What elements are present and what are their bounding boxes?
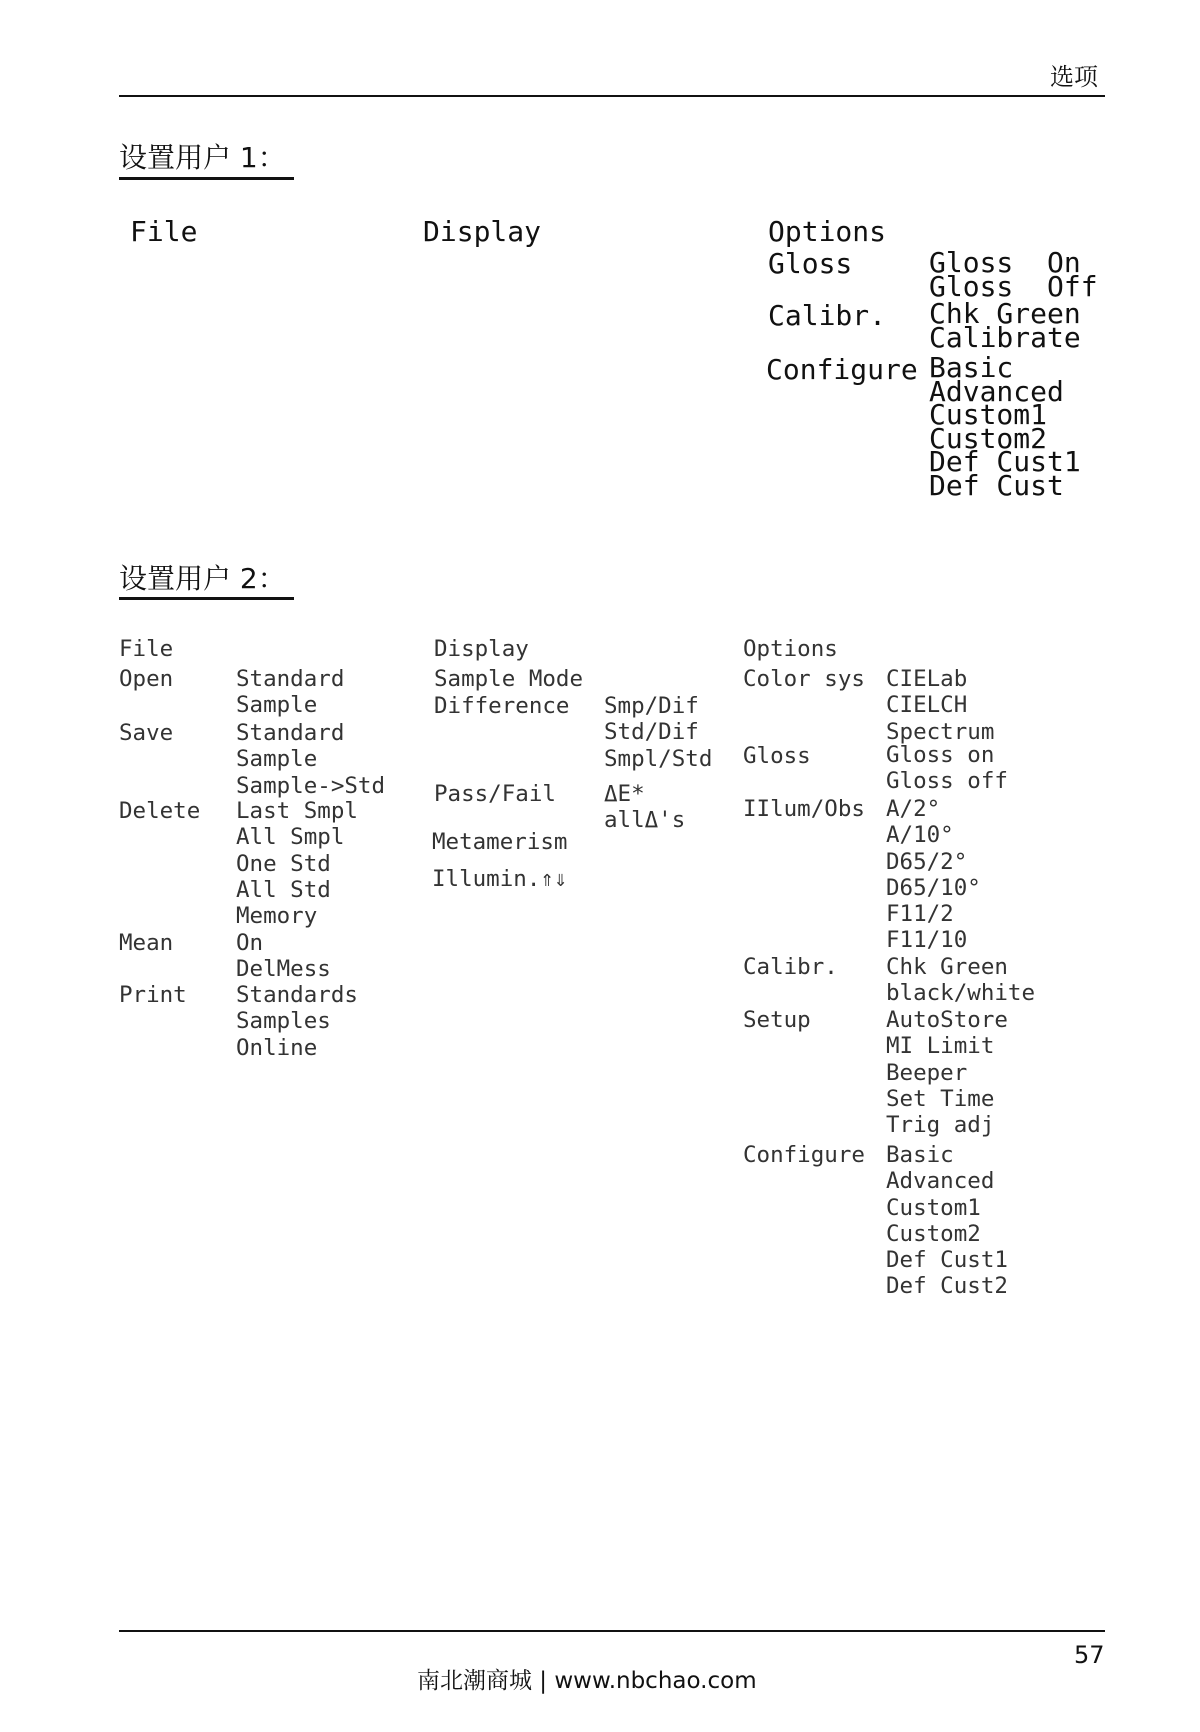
user2-color-sys-cielab: CIELab (886, 666, 968, 692)
user1-heading: 设置用户 1： (119, 141, 286, 174)
user2-delete-all-smpl: All Smpl (236, 824, 345, 851)
user2-delete-label: Delete (119, 798, 201, 824)
user2-illumin: Illumin.⇑⇓ (432, 866, 568, 892)
user2-calibr-chk-green: Chk Green (886, 954, 1008, 980)
user2-configure-custom1: Custom1 (886, 1194, 981, 1221)
user1-display-menu: Display (423, 215, 542, 248)
user2-configure-def-cust1: Def Cust1 (886, 1247, 1008, 1274)
user2-configure-def-cust2: Def Cust2 (886, 1273, 1008, 1300)
user2-heading-underline (119, 597, 294, 600)
user1-configure-def-cust1: Def Cust1 (929, 445, 1081, 478)
user1-gloss-items (929, 246, 1098, 303)
user2-difference-smp-dif: Smp/Dif (604, 693, 699, 719)
user2-configure-items (886, 1142, 1008, 1300)
user2-print-label: Print (119, 982, 187, 1008)
user1-options-menu: Options (768, 215, 887, 248)
header-section-title: 选项 (1050, 63, 1098, 91)
user1-configure-advanced: Advanced (929, 374, 1064, 408)
user2-delete-one-std: One Std (236, 850, 331, 877)
user2-setup-items (886, 1007, 1008, 1138)
user2-setup-set-time: Set Time (886, 1085, 995, 1112)
user1-configure-label: Configure (766, 353, 918, 386)
user2-save-items (236, 720, 385, 799)
page-number: 57 (1074, 1641, 1105, 1669)
user2-print-samples: Samples (236, 1008, 331, 1035)
user2-setup-autostore: AutoStore (886, 1007, 1008, 1033)
user2-calibr-label: Calibr. (743, 954, 838, 980)
user2-color-sys-spectrum: Spectrum (886, 718, 995, 745)
user2-delete-all-std: All Std (236, 876, 331, 903)
user2-difference-label: Difference (434, 693, 570, 719)
user2-pass-fail-items (604, 781, 685, 834)
user1-configure-custom1: Custom1 (929, 398, 1048, 431)
user2-open-standard: Standard (236, 666, 345, 692)
user2-save-sample-to-std: Sample->Std (236, 772, 386, 799)
user2-save-sample: Sample (236, 746, 318, 773)
user2-color-sys-cielch: CIELCH (886, 692, 968, 719)
user2-illum-f11-2: F11/2 (886, 901, 954, 928)
user2-delete-items (236, 798, 358, 929)
user2-display-menu: Display (434, 636, 529, 662)
user1-configure-def-cust: Def Cust (929, 468, 1064, 502)
user1-configure-custom2: Custom2 (929, 421, 1048, 455)
footer-site-link[interactable]: 南北潮商城 | www.nbchao.com (417, 1668, 757, 1694)
user1-gloss-on: Gloss On (929, 246, 1081, 279)
user2-setup-beeper: Beeper (886, 1059, 968, 1086)
user2-setup-label: Setup (743, 1007, 811, 1033)
user1-chk-green: Chk Green (929, 297, 1081, 330)
user2-illum-obs-items (886, 796, 981, 954)
user2-open-items (236, 666, 344, 719)
user2-difference-std-dif: Std/Dif (604, 719, 699, 746)
user2-configure-label: Configure (743, 1142, 865, 1168)
user2-calibr-items (886, 954, 1035, 1007)
user2-open-sample: Sample (236, 692, 318, 719)
user2-calibr-black-white: black/white (886, 980, 1036, 1007)
header-rule (119, 95, 1105, 97)
user2-illum-obs-label: IIlum/Obs (743, 796, 865, 822)
user1-calibr-items (929, 297, 1081, 354)
user2-delete-memory: Memory (236, 903, 318, 930)
user2-illum-f11-10: F11/10 (886, 927, 968, 954)
user1-configure-basic: Basic (929, 351, 1014, 384)
user2-setup-trig-adj: Trig adj (886, 1112, 995, 1139)
user2-pass-fail-all-deltas: allΔ's (604, 807, 686, 834)
user2-print-items (236, 982, 358, 1061)
user1-calibrate: Calibrate (929, 320, 1081, 354)
user2-illum-a-10: A/10° (886, 822, 954, 849)
user2-color-sys-items (886, 666, 994, 745)
user2-options-menu: Options (743, 636, 838, 662)
user1-gloss-off: Gloss Off (929, 269, 1098, 303)
user1-heading-underline (119, 177, 294, 180)
user2-mean-on: On (236, 930, 264, 956)
user2-configure-custom2: Custom2 (886, 1220, 981, 1247)
user2-mean-label: Mean (119, 930, 174, 956)
user2-difference-items (604, 693, 712, 772)
footer-rule (119, 1630, 1105, 1632)
user2-mean-delmess: DelMess (236, 956, 331, 983)
user2-mean-items (236, 930, 331, 983)
user2-print-online: Online (236, 1034, 318, 1061)
user2-pass-fail-delta-e: ΔE* (604, 781, 645, 807)
user2-illum-d65-10: D65/10° (886, 874, 981, 901)
user1-gloss-label: Gloss (768, 247, 853, 280)
user2-save-label: Save (119, 720, 174, 746)
user2-illum-d65-2: D65/2° (886, 848, 968, 875)
user2-difference-smpl-std: Smpl/Std (604, 745, 713, 772)
user2-setup-mi-limit: MI Limit (886, 1033, 995, 1060)
user2-illum-a-2: A/2° (886, 796, 941, 822)
user2-configure-advanced: Advanced (886, 1168, 995, 1195)
user2-heading: 设置用户 2： (119, 562, 286, 595)
user1-file-menu: File (130, 215, 198, 248)
user1-calibr-label: Calibr. (768, 299, 887, 332)
user2-gloss-label: Gloss (743, 743, 811, 769)
user1-configure-items (929, 351, 1081, 502)
user2-delete-last-smpl: Last Smpl (236, 798, 358, 824)
user2-gloss-off: Gloss off (886, 768, 1008, 795)
user2-save-standard: Standard (236, 720, 345, 746)
user2-open-label: Open (119, 666, 174, 692)
user2-sample-mode: Sample Mode (434, 666, 584, 692)
user2-gloss-items (886, 742, 1008, 795)
user2-pass-fail-label: Pass/Fail (434, 781, 556, 807)
user2-print-standards: Standards (236, 982, 358, 1008)
user2-metamerism: Metamerism (432, 829, 568, 855)
user2-color-sys-label: Color sys (743, 666, 865, 692)
user2-gloss-on: Gloss on (886, 742, 995, 768)
user2-configure-basic: Basic (886, 1142, 954, 1168)
user2-file-menu: File (119, 636, 174, 662)
